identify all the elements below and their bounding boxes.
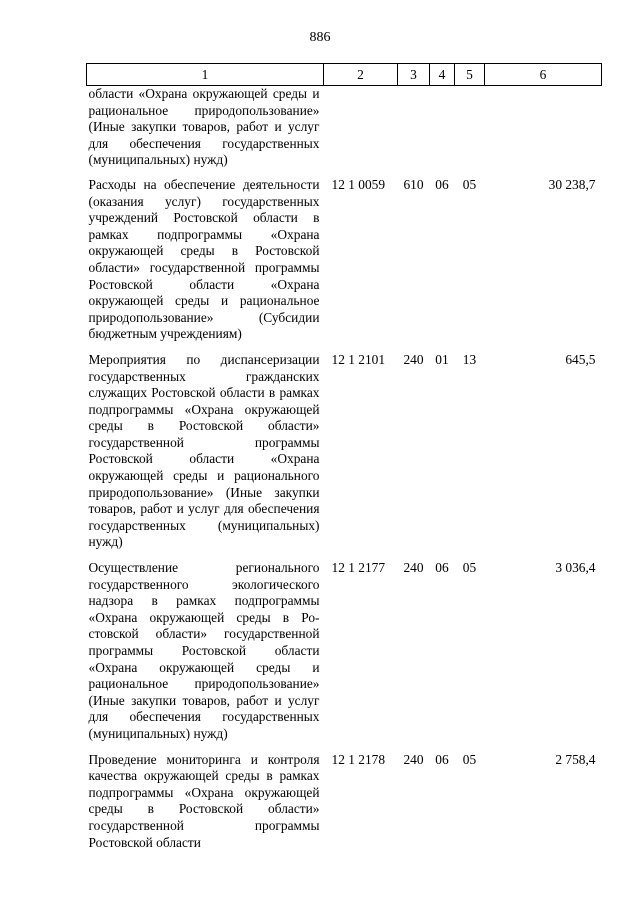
row-amount: 2 758,4 xyxy=(555,751,596,767)
row-target-code: 12 1 2101 xyxy=(331,351,386,367)
header-row xyxy=(87,64,602,86)
row-target-code: 12 1 2178 xyxy=(331,751,386,767)
header-col-6: 6 xyxy=(485,64,602,86)
header-col-5: 5 xyxy=(455,64,485,86)
row-expense-type: 240 xyxy=(403,351,424,367)
row-amount: 3 036,4 xyxy=(555,560,596,576)
table-row xyxy=(87,177,602,352)
row-expense-type: 240 xyxy=(403,751,424,767)
page-number: 886 xyxy=(309,30,331,45)
row-target-code: 12 1 0059 xyxy=(331,176,386,192)
row-target-code xyxy=(324,86,398,177)
row-amount: 30 238,7 xyxy=(548,176,596,192)
table-row xyxy=(87,752,602,861)
row-description: области «Охрана окружающей среды и рациональное природопользование» (Иные закупки товаров, работ и услуг для обеспечения государственных (муниципальных) нужд) xyxy=(88,86,320,168)
row-subsection: 05 xyxy=(462,176,477,192)
row-subsection xyxy=(455,86,485,177)
row-description: Мероприятия по диспансеризации государственных гражданских служащих Ростовской области в рамках подпрограммы «Охрана окружающей среды в Ростовской области» государственной программы Ростовской области «Охрана окружающей среды и рационального природопользование» (Иные закупки товаров, работ и услуг для обеспечения государственных (муниципальных) нужд) xyxy=(88,351,320,550)
table-header xyxy=(87,64,602,86)
row-subsection: 05 xyxy=(462,560,477,576)
row-section: 06 xyxy=(435,176,449,192)
row-expense-type xyxy=(398,86,430,177)
row-section: 06 xyxy=(435,751,449,767)
row-subsection: 13 xyxy=(462,351,477,367)
table-row xyxy=(87,86,602,177)
row-subsection: 05 xyxy=(462,751,477,767)
row-description: Проведение мониторинга и контроля качества окружающей среды в рамках подпрограммы «Охрана окружающей среды в Ростовской области» государственной программы Ростовской области xyxy=(88,751,320,850)
table-row xyxy=(87,352,602,560)
row-section xyxy=(430,86,455,177)
row-expense-type: 240 xyxy=(403,560,424,576)
row-section: 01 xyxy=(435,351,449,367)
row-target-code: 12 1 2177 xyxy=(331,560,386,576)
header-col-3: 3 xyxy=(398,64,430,86)
header-col-1: 1 xyxy=(87,64,324,86)
row-section: 06 xyxy=(435,560,449,576)
table-row xyxy=(87,560,602,752)
table-body xyxy=(87,86,602,861)
row-expense-type: 610 xyxy=(403,176,424,192)
row-amount: 645,5 xyxy=(565,351,596,367)
row-amount xyxy=(485,86,602,177)
header-col-2: 2 xyxy=(324,64,398,86)
header-col-4: 4 xyxy=(430,64,455,86)
row-description: Осуществление регионального государственного экологического надзора в рамках подпрограммы «Охрана окружающей среды в Ростовской области» государственной программы Ростовской области «Охрана окружающей среды и рациональное природопользование» (Иные закупки товаров, работ и услуг для обеспечения государственных (муниципальных) нужд) xyxy=(88,560,320,741)
row-description: Расходы на обеспечение деятельности (оказания услуг) государственных учреждений Ростовской области в рамках подпрограммы «Охрана окружающей среды в Ростовской области» государственной программы Ростовской области «Охрана окружающей среды и рациональное природопользование» (Субсидии бюджетным учреждениям) xyxy=(88,176,320,342)
budget-table xyxy=(86,63,602,860)
